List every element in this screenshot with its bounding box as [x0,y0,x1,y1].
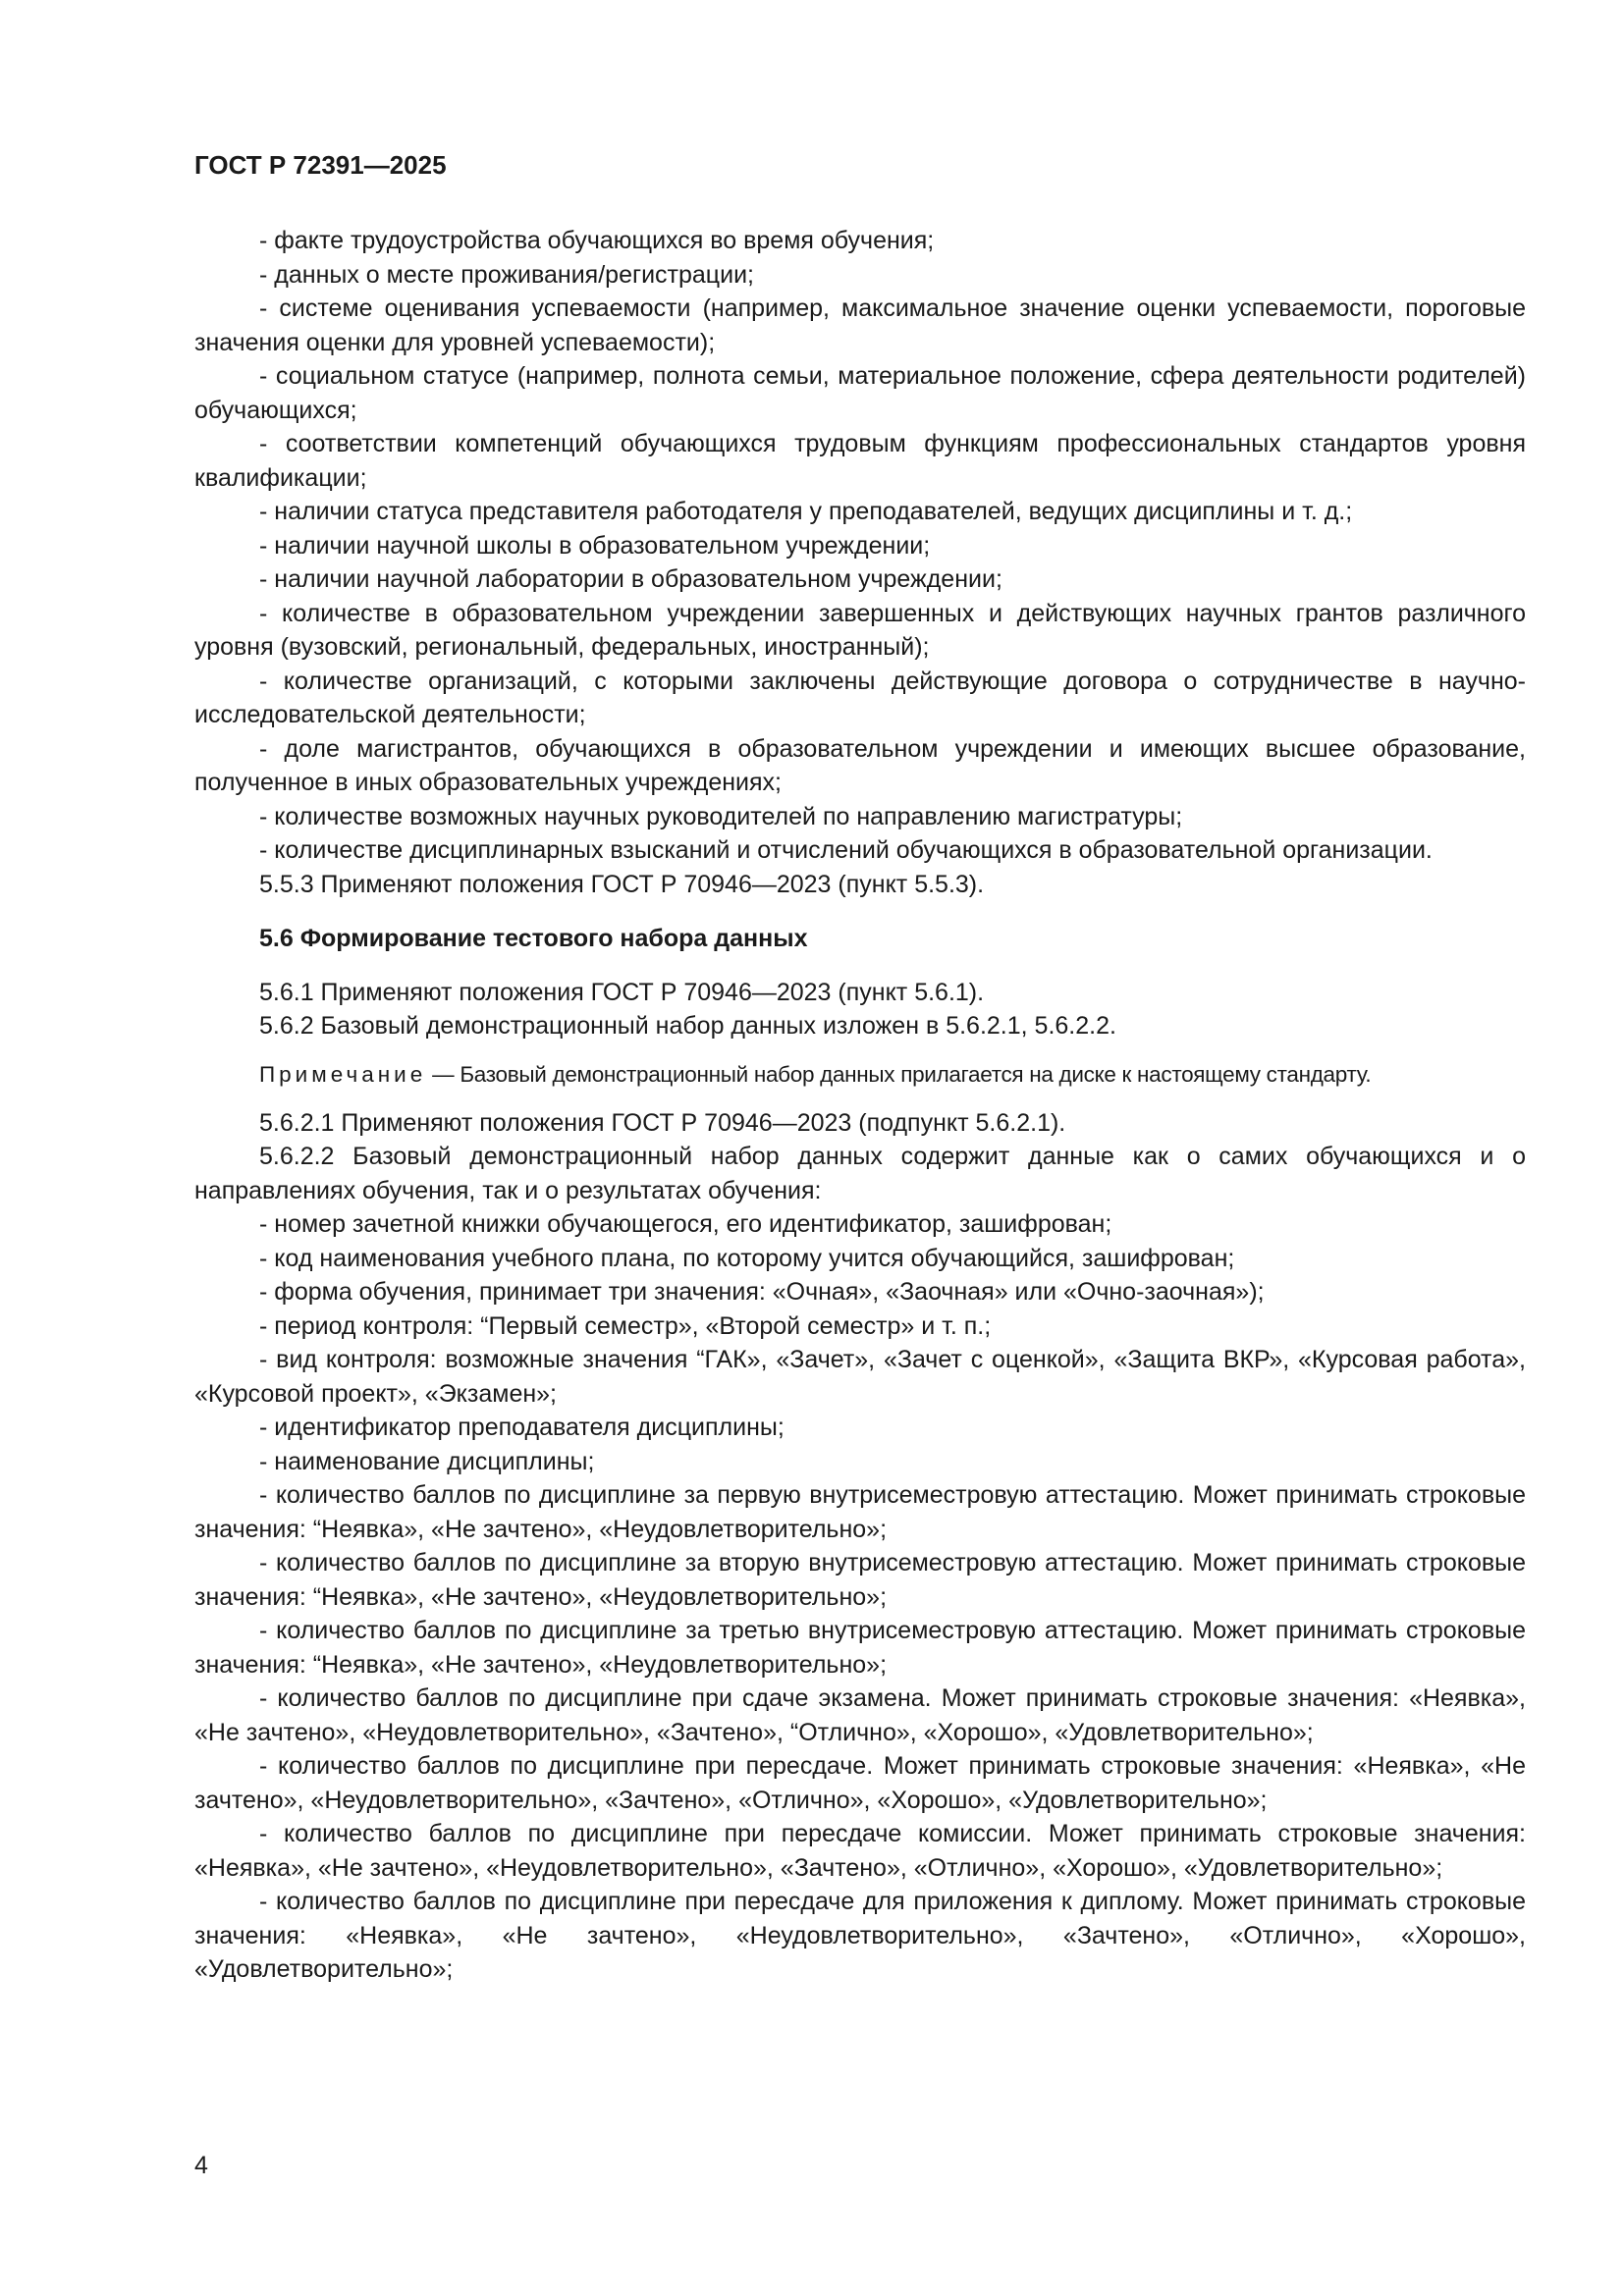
document-header: ГОСТ Р 72391—2025 [194,150,447,180]
section-heading: 5.6 Формирование тестового набора данных [259,925,808,952]
paragraph: - количество баллов по дисциплине за вторую внутрисеместровую аттестацию. Может принимать строковые значения: “Неявка», «Не зачтено», «Неудовлетворительно»; [194,1549,1526,1611]
paragraph: 5.6.1 Применяют положения ГОСТ Р 70946—2023 (пункт 5.6.1). [259,978,985,1006]
paragraph: - количестве дисциплинарных взысканий и отчислений обучающихся в образовательной организации. [259,836,1433,864]
paragraph: - доле магистрантов, обучающихся в образовательном учреждении и имеющих высшее образование, полученное в иных образовательных учреждениях; [194,734,1526,796]
paragraph: - количестве в образовательном учреждении завершенных и действующих научных грантов различного уровня (вузовский, региональный, федеральных, иностранный); [194,599,1526,661]
paragraph: - идентификатор преподавателя дисциплины; [259,1414,785,1441]
paragraph: - количестве организаций, с которыми заключены действующие договора о сотрудничестве в научно-исследовательской деятельности; [194,667,1526,728]
paragraph: 5.6.2.2 Базовый демонстрационный набор данных содержит данные как о самих обучающихся и о направлениях обучения, так и о результатах обучения: [194,1143,1526,1204]
paragraph: - количество баллов по дисциплине при пересдаче для приложения к диплому. Может принимать строковые значения: «Неявка», «Не зачтено», «Неудовлетворительно», «Зачтено», «Отлично», «Хорошо», «Удовлетворительно»; [194,1888,1526,1983]
paragraph: - код наименования учебного плана, по которому учится обучающийся, зашифрован; [259,1244,1235,1272]
paragraph: 5.5.3 Применяют положения ГОСТ Р 70946—2023 (пункт 5.5.3). [259,870,985,898]
paragraph: 5.6.2.1 Применяют положения ГОСТ Р 70946—2023 (подпункт 5.6.2.1). [259,1108,1066,1137]
paragraph: - наличии статуса представителя работодателя у преподавателей, ведущих дисциплины и т. д.; [259,498,1353,525]
paragraph: - период контроля: “Первый семестр», «Второй семестр» и т. п.; [259,1311,992,1340]
paragraph: - количество баллов по дисциплине при сдаче экзамена. Может принимать строковые значения: «Неявка», «Не зачтено», «Неудовлетворительно», «Зачтено», “Отлично», «Хорошо», «Удовлетворительно»; [194,1684,1526,1746]
paragraph: - наличии научной школы в образовательном учреждении; [259,531,931,560]
paragraph: - номер зачетной книжки обучающегося, его идентификатор, зашифрован; [259,1210,1112,1238]
paragraph: - факте трудоустройства обучающихся во время обучения; [259,227,935,254]
paragraph: - количестве возможных научных руководителей по направлению магистратуры; [259,802,1183,830]
paragraph: - количество баллов по дисциплине за третью внутрисеместровую аттестацию. Может принимать строковые значения: “Неявка», «Не зачтено», «Неудовлетворительно»; [194,1617,1526,1679]
paragraph: - количество баллов по дисциплине при пересдаче. Может принимать строковые значения: «Неявка», «Не зачтено», «Неудовлетворительно», «Зачтено», «Отлично», «Хорошо», «Удовлетворительно»; [194,1752,1526,1814]
paragraph: 5.6.2 Базовый демонстрационный набор данных изложен в 5.6.2.1, 5.6.2.2. [259,1012,1116,1040]
paragraph: - наименование дисциплины; [259,1447,595,1475]
note-text: — Базовый демонстрационный набор данных прилагается на диске к настоящему стандарту. [426,1061,1372,1087]
paragraph: - количество баллов по дисциплине за первую внутрисеместровую аттестацию. Может принимать строковые значения: “Неявка», «Не зачтено», «Неудовлетворительно»; [194,1481,1526,1543]
paragraph: - форма обучения, принимает три значения: «Очная», «Заочная» или «Очно-заочная»); [259,1278,1265,1306]
paragraph: - наличии научной лаборатории в образовательном учреждении; [259,565,1002,593]
paragraph: - данных о месте проживания/регистрации; [259,260,755,289]
paragraph: - социальном статусе (например, полнота семьи, материальное положение, сфера деятельности родителей) обучающихся; [194,362,1526,424]
note [194,1060,1526,1090]
page-number: 4 [194,2152,208,2179]
paragraph: - вид контроля: возможные значения “ГАК», «Зачет», «Зачет с оценкой», «Защита ВКР», «Курсовая работа», «Курсовой проект», «Экзамен»; [194,1346,1526,1408]
paragraph: - системе оценивания успеваемости (например, максимальное значение оценки успеваемости, пороговые значения оценки для уровней успеваемости); [194,294,1526,356]
document-body [194,224,1526,1987]
paragraph: - соответствии компетенций обучающихся трудовым функциям профессиональных стандартов уровня квалификации; [194,430,1526,492]
paragraph: - количество баллов по дисциплине при пересдаче комиссии. Может принимать строковые значения: «Неявка», «Не зачтено», «Неудовлетворительно», «Зачтено», «Отлично», «Хорошо», «Удовлетворительно»; [194,1820,1526,1882]
note-label: Примечание [259,1061,427,1087]
